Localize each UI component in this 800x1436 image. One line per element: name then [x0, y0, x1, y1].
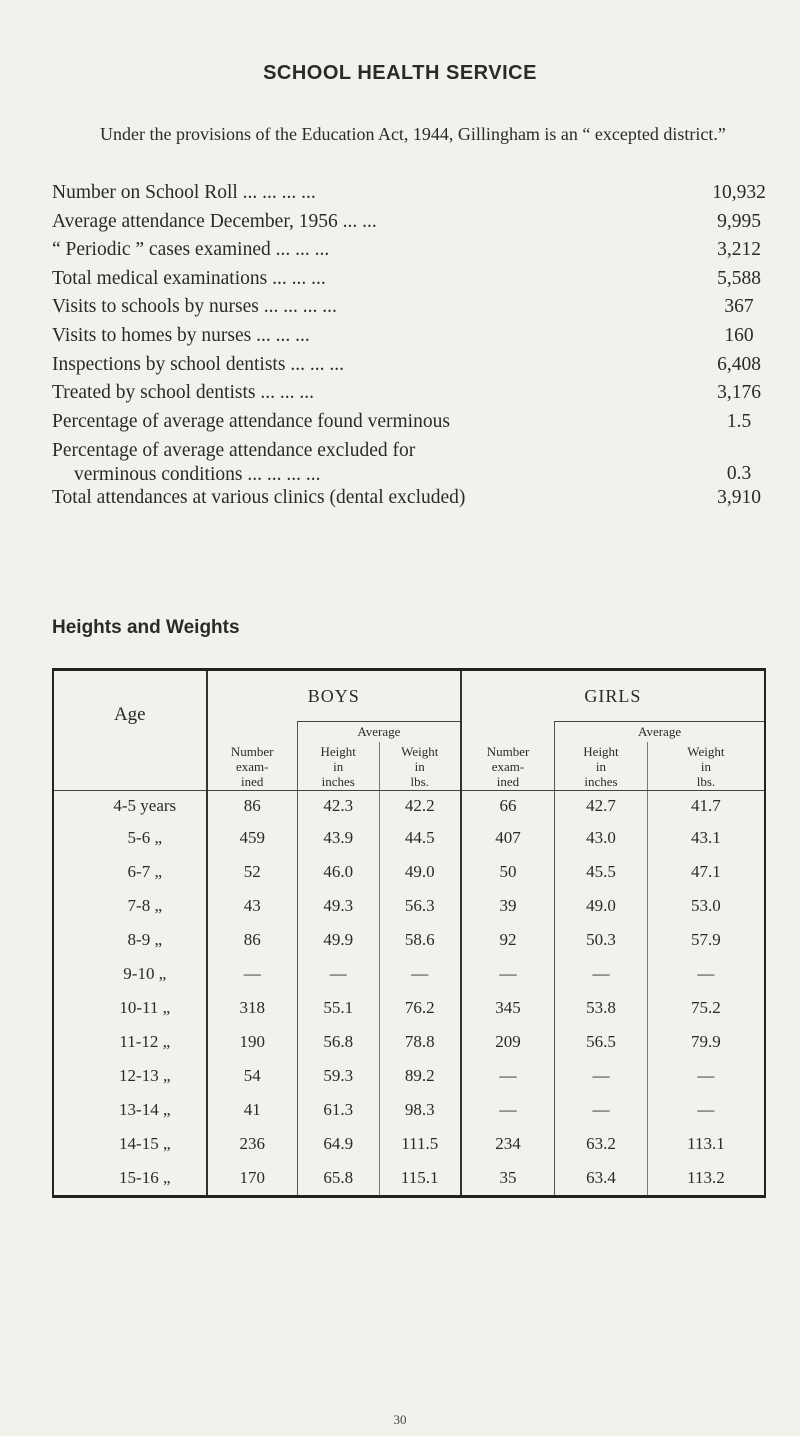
stat-label: Inspections by school dentists ... ... ...	[52, 353, 344, 375]
stat-value: 3,212	[717, 239, 761, 261]
girls-weight-cell: 79.9	[647, 1025, 765, 1059]
stat-label: Total attendances at various clinics (dental excluded)	[52, 487, 466, 509]
girls-average-header: Average	[555, 722, 765, 743]
header-line: in	[333, 759, 344, 774]
boys-height-cell: —	[297, 957, 379, 991]
age-cell: 9-10 „	[123, 964, 167, 983]
header-line: Weight	[687, 744, 725, 759]
boys-height-cell: 43.9	[297, 821, 379, 855]
boys-number-cell: 86	[207, 923, 298, 957]
table-body	[53, 791, 765, 1197]
boys-number-cell: 236	[207, 1127, 298, 1161]
table-row	[53, 855, 765, 889]
table-row	[53, 821, 765, 855]
header-line: exam-	[491, 759, 525, 774]
girls-number-cell: —	[461, 1059, 555, 1093]
table-row	[53, 1127, 765, 1161]
girls-number-cell: —	[461, 1093, 555, 1127]
header-line: in	[700, 759, 711, 774]
stat-label	[52, 439, 704, 487]
girls-number-header-text	[462, 742, 554, 790]
stat-value: 160	[724, 324, 754, 346]
stat-row	[52, 411, 774, 440]
table-row	[53, 957, 765, 991]
header-line: in	[595, 759, 607, 774]
boys-weight-cell: —	[379, 957, 461, 991]
boys-height-cell: 46.0	[297, 855, 379, 889]
header-line: lbs.	[696, 774, 716, 789]
header-line: Weight	[401, 744, 439, 759]
header-line: Height	[320, 744, 356, 759]
header-line: inches	[584, 774, 618, 789]
boys-average-header: Average	[297, 722, 461, 743]
boys-number-cell: 54	[207, 1059, 298, 1093]
stat-value: 0.3	[726, 463, 752, 485]
header-line: ined	[241, 774, 264, 789]
boys-number-cell: 459	[207, 821, 298, 855]
age-cell: 12-13 „	[119, 1066, 171, 1085]
girls-height-cell: 45.5	[555, 855, 648, 889]
age-cell: 5-6 „	[127, 828, 163, 847]
age-cell: 11-12 „	[119, 1032, 171, 1051]
girls-number-cell: 35	[461, 1161, 555, 1197]
boys-height-cell: 49.9	[297, 923, 379, 957]
girls-weight-cell: 113.2	[647, 1161, 765, 1197]
girls-number-cell: —	[461, 957, 555, 991]
boys-number-cell: 318	[207, 991, 298, 1025]
table-row	[53, 923, 765, 957]
boys-height-cell: 55.1	[297, 991, 379, 1025]
table-row	[53, 1161, 765, 1197]
stat-row	[52, 296, 774, 325]
boys-weight-cell: 58.6	[379, 923, 461, 957]
stat-label-line: verminous conditions ... ... ... ...	[74, 464, 321, 486]
girls-weight-cell: —	[647, 1059, 765, 1093]
girls-number-cell: 209	[461, 1025, 555, 1059]
boys-weight-cell: 76.2	[379, 991, 461, 1025]
age-cell: 14-15 „	[119, 1134, 171, 1153]
stat-row	[52, 182, 774, 211]
table-row	[53, 1059, 765, 1093]
girls-weight-cell: —	[647, 957, 765, 991]
girls-height-cell: 53.8	[555, 991, 648, 1025]
table-row	[53, 1025, 765, 1059]
stat-value: 3,910	[717, 487, 761, 509]
girls-height-cell: 50.3	[555, 923, 648, 957]
stat-value: 10,932	[712, 182, 766, 203]
stat-label: Percentage of average attendance found verminous	[52, 410, 450, 432]
table-row	[53, 991, 765, 1025]
stat-row	[52, 354, 774, 383]
stat-value: 9,995	[717, 210, 761, 232]
boys-weight-cell: 89.2	[379, 1059, 461, 1093]
girls-weight-cell: 57.9	[647, 923, 765, 957]
girls-height-cell: 42.7	[555, 791, 648, 822]
boys-weight-cell: 111.5	[379, 1127, 461, 1161]
age-cell: 6-7 „	[127, 862, 163, 881]
girls-weight-cell: 41.7	[647, 791, 765, 822]
boys-weight-cell: 42.2	[379, 791, 461, 822]
boys-weight-cell: 98.3	[379, 1093, 461, 1127]
girls-height-cell: —	[555, 1093, 648, 1127]
girls-height-cell: —	[555, 957, 648, 991]
boys-header: BOYS	[207, 670, 461, 722]
girls-number-header	[461, 722, 555, 791]
girls-weight-cell: 75.2	[647, 991, 765, 1025]
table-row	[53, 889, 765, 923]
girls-weight-cell: 53.0	[647, 889, 765, 923]
stat-label-line: Percentage of average attendance excluded for	[52, 440, 416, 462]
section-heading: Heights and Weights	[52, 617, 240, 638]
stat-row	[52, 239, 774, 268]
age-cell: 15-16 „	[119, 1168, 171, 1187]
stat-row	[52, 211, 774, 240]
girls-number-cell: 50	[461, 855, 555, 889]
header-line: Number	[486, 744, 530, 759]
header-line: in	[414, 759, 425, 774]
age-cell: 8-9 „	[127, 930, 163, 949]
girls-height-cell: 43.0	[555, 821, 648, 855]
girls-number-cell: 92	[461, 923, 555, 957]
girls-height-cell: —	[555, 1059, 648, 1093]
boys-height-cell: 49.3	[297, 889, 379, 923]
stat-label: Total medical examinations ... ... ...	[52, 267, 326, 289]
girls-height-cell: 56.5	[555, 1025, 648, 1059]
boys-number-cell: 190	[207, 1025, 298, 1059]
girls-number-cell: 234	[461, 1127, 555, 1161]
header-line: inches	[321, 774, 355, 789]
boys-number-cell: 52	[207, 855, 298, 889]
page-title: SCHOOL HEALTH SERVICE	[263, 62, 537, 84]
boys-number-header-text	[208, 742, 297, 790]
stat-value: 6,408	[717, 353, 761, 375]
stat-value: 1.5	[726, 410, 752, 432]
intro-paragraph	[52, 122, 772, 146]
boys-weight-cell: 56.3	[379, 889, 461, 923]
boys-number-header	[207, 722, 298, 791]
table-row	[53, 791, 765, 822]
girls-weight-cell: 47.1	[647, 855, 765, 889]
age-cell: 7-8 „	[127, 896, 163, 915]
boys-weight-cell: 78.8	[379, 1025, 461, 1059]
stat-row	[52, 325, 774, 354]
header-line: exam-	[235, 759, 269, 774]
heights-weights-table	[52, 668, 766, 1198]
table-row	[53, 1093, 765, 1127]
intro-text: Under the provisions of the Education Act, 1944, Gillingham is an “ excepted district.”	[100, 124, 726, 144]
stat-row	[52, 268, 774, 297]
header-line: ined	[496, 774, 520, 789]
stat-label: “ Periodic ” cases examined ... ... ...	[52, 239, 330, 261]
stat-label: Number on School Roll ... ... ... ...	[52, 182, 316, 203]
girls-weight-cell: 113.1	[647, 1127, 765, 1161]
stat-label: Visits to schools by nurses ... ... ... ...	[52, 296, 337, 318]
stat-label: Treated by school dentists ... ... ...	[52, 382, 314, 404]
boys-number-cell: —	[207, 957, 298, 991]
stat-row	[52, 487, 774, 516]
age-cell: 13-14 „	[119, 1100, 171, 1119]
girls-header: GIRLS	[461, 670, 765, 722]
girls-number-cell: 39	[461, 889, 555, 923]
boys-number-cell: 41	[207, 1093, 298, 1127]
stat-label: Average attendance December, 1956 ... ...	[52, 210, 377, 232]
stat-value: 367	[724, 296, 754, 318]
stat-value: 3,176	[717, 382, 761, 404]
age-cell: 4-5 years	[113, 796, 177, 815]
boys-number-cell: 170	[207, 1161, 298, 1197]
girls-height-cell: 63.4	[555, 1161, 648, 1197]
boys-height-cell: 59.3	[297, 1059, 379, 1093]
age-header: Age	[53, 670, 207, 791]
page-number: 30	[393, 1412, 407, 1427]
girls-height-cell: 49.0	[555, 889, 648, 923]
boys-height-cell: 64.9	[297, 1127, 379, 1161]
boys-weight-cell: 49.0	[379, 855, 461, 889]
girls-number-cell: 345	[461, 991, 555, 1025]
boys-height-cell: 56.8	[297, 1025, 379, 1059]
girls-number-cell: 66	[461, 791, 555, 822]
header-line: Number	[230, 744, 274, 759]
girls-number-cell: 407	[461, 821, 555, 855]
header-line: Height	[583, 744, 619, 759]
stat-row	[52, 382, 774, 411]
boys-weight-header	[379, 742, 461, 791]
boys-weight-cell: 44.5	[379, 821, 461, 855]
age-cell: 10-11 „	[119, 998, 171, 1017]
stat-row	[52, 439, 774, 487]
stat-label: Visits to homes by nurses ... ... ...	[52, 324, 310, 346]
statistics-list	[52, 182, 774, 516]
boys-height-cell: 42.3	[297, 791, 379, 822]
boys-height-cell: 61.3	[297, 1093, 379, 1127]
girls-weight-cell: —	[647, 1093, 765, 1127]
girls-weight-cell: 43.1	[647, 821, 765, 855]
boys-height-header	[297, 742, 379, 791]
stat-value: 5,588	[717, 267, 761, 289]
boys-weight-cell: 115.1	[379, 1161, 461, 1197]
boys-number-cell: 43	[207, 889, 298, 923]
girls-height-header	[555, 742, 648, 791]
girls-weight-header	[647, 742, 765, 791]
boys-height-cell: 65.8	[297, 1161, 379, 1197]
header-line: lbs.	[410, 774, 429, 789]
boys-number-cell: 86	[207, 791, 298, 822]
girls-height-cell: 63.2	[555, 1127, 648, 1161]
